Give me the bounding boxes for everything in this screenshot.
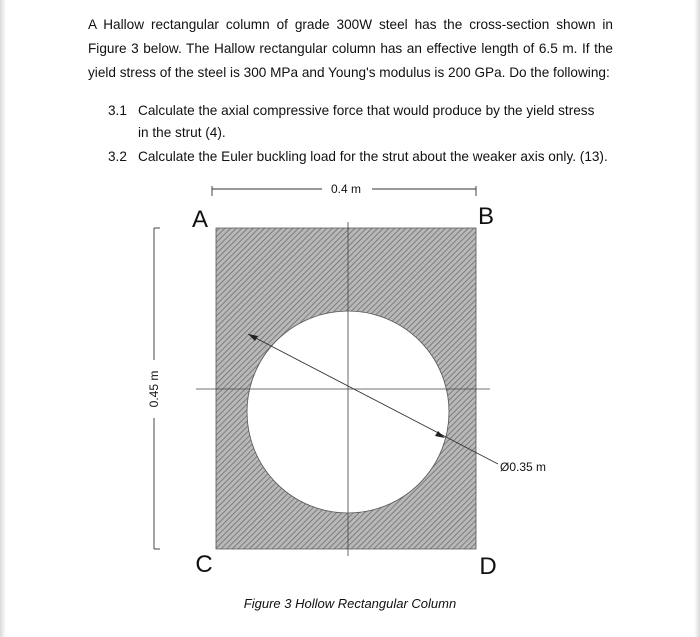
corner-label-a: A bbox=[191, 206, 209, 233]
problem-intro: A Hallow rectangular column of grade 300W steel has the cross-section shown in Figure 3 below. The Hallow rectangular column has an effective length of 6.5 m. If the yield stress of the steel is 300 MPa and Young's modulus is 200 GPa. Do the following: bbox=[88, 17, 613, 80]
question-number: 3.1 bbox=[108, 103, 127, 118]
corner-label-b: B bbox=[477, 203, 495, 230]
diameter-label: Ø0.35 m bbox=[500, 460, 547, 474]
height-dimension bbox=[147, 228, 161, 549]
hollow-section bbox=[216, 228, 476, 549]
question-text: Calculate the Euler buckling load for the strut about the weaker axis only. (13). bbox=[138, 149, 608, 164]
corner-label-c: C bbox=[195, 551, 213, 578]
question-text-continued: in the strut (4). bbox=[138, 125, 226, 140]
corner-label-d: D bbox=[479, 553, 497, 580]
width-dimension bbox=[212, 182, 476, 196]
question-number: 3.2 bbox=[108, 149, 127, 164]
width-label: 0.4 m bbox=[330, 182, 362, 196]
question-text: Calculate the axial compressive force that would produce by the yield stress bbox=[138, 103, 595, 118]
height-label: 0.45 m bbox=[147, 370, 161, 408]
figure-caption: Figure 3 Hollow Rectangular Column bbox=[243, 596, 457, 611]
